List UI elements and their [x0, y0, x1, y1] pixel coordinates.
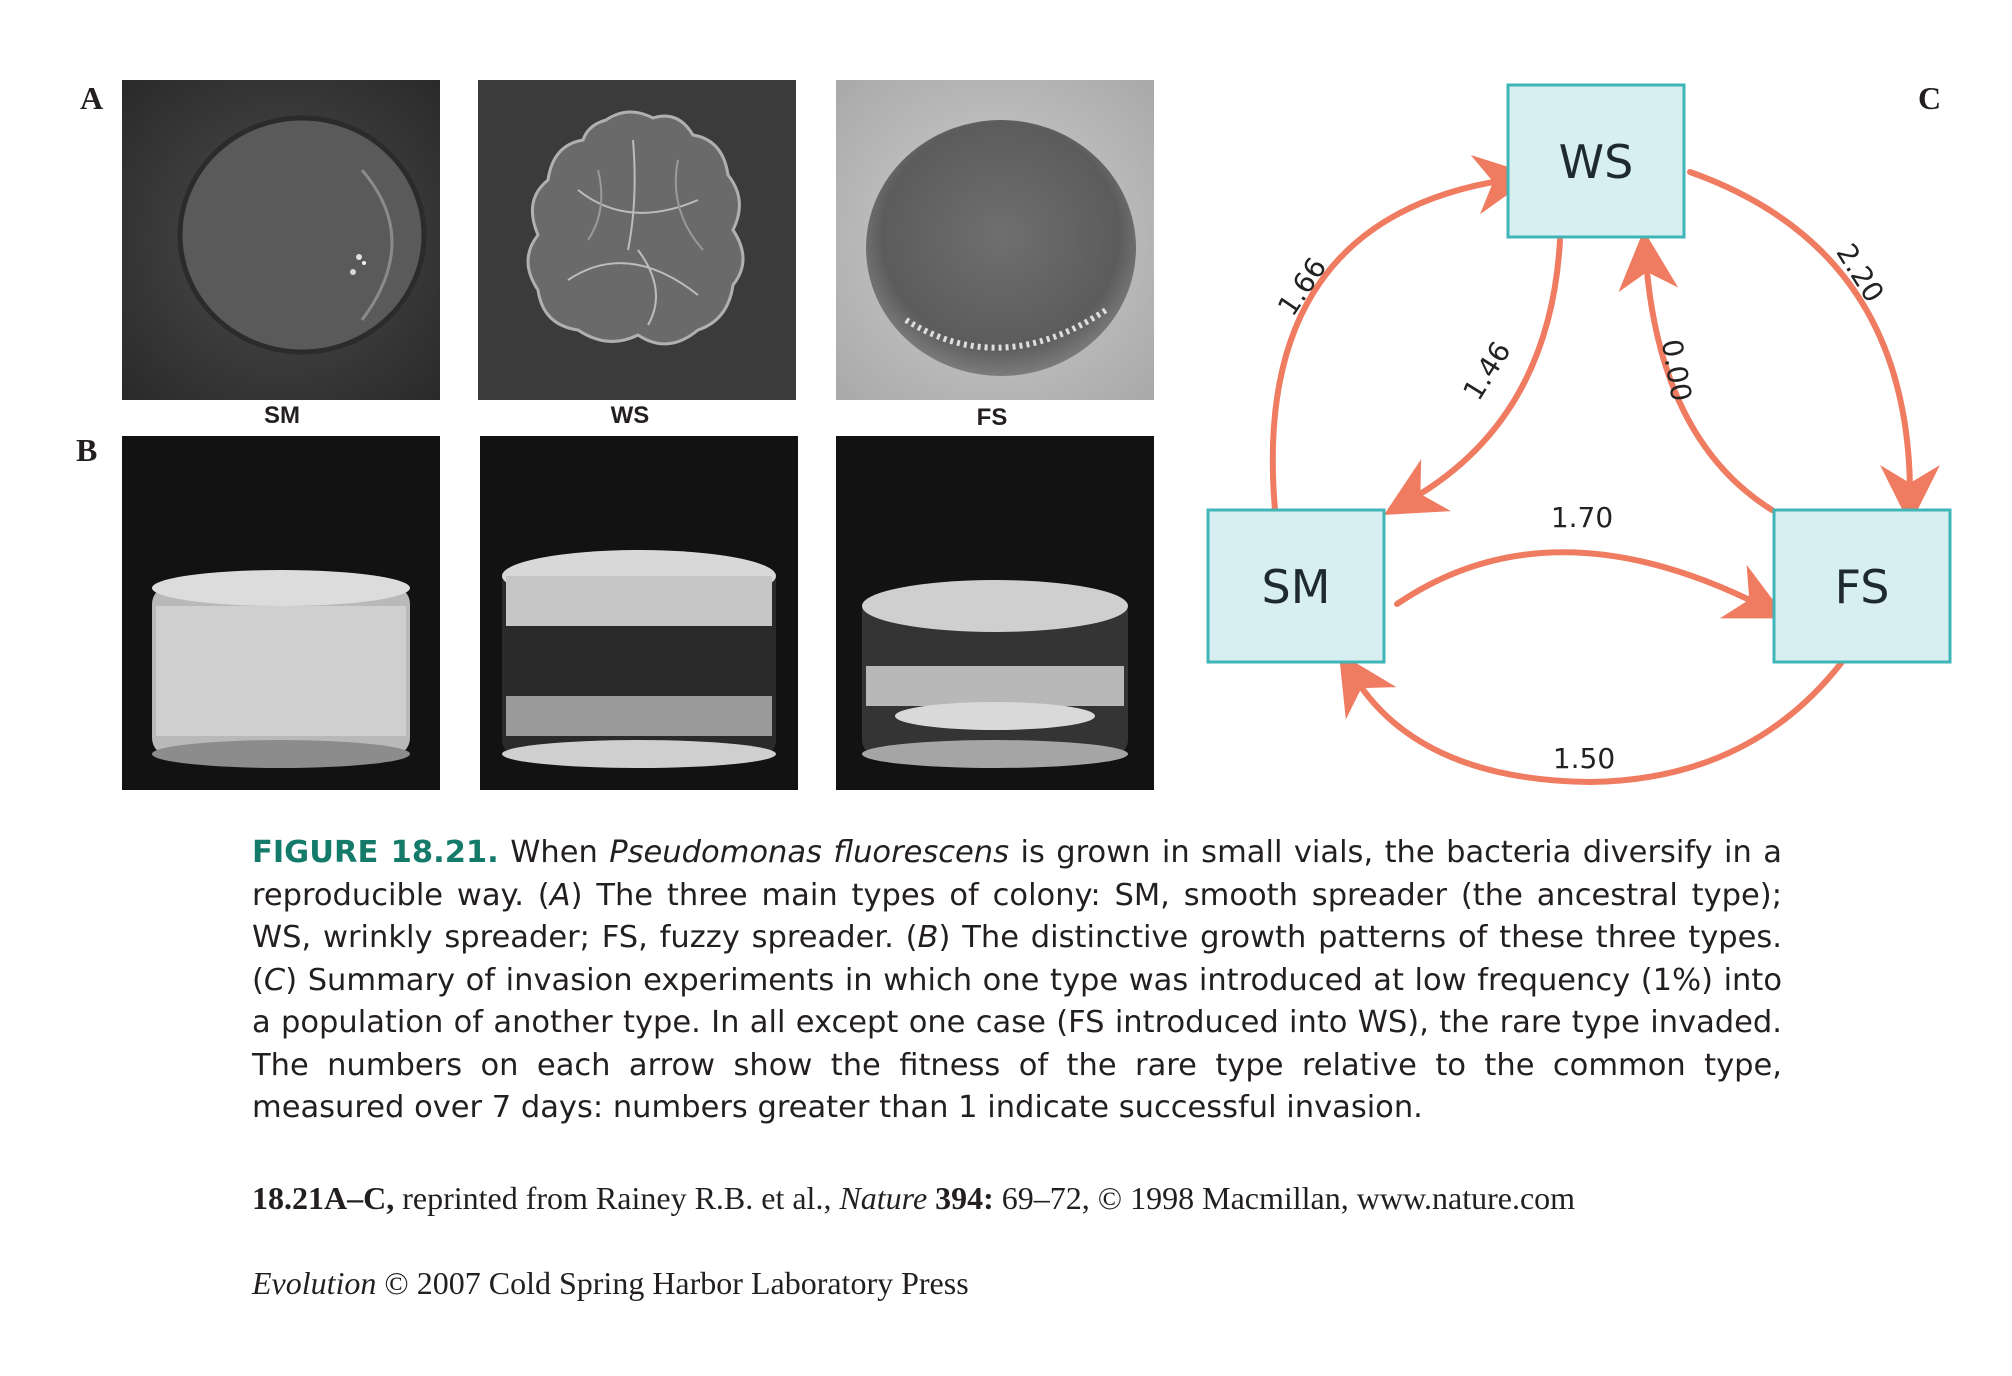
- colony-label-fs: FS: [976, 404, 1008, 431]
- edge-label-fs-to-ws: 0.00: [1654, 336, 1699, 404]
- colony-ws-image: [478, 80, 796, 400]
- edge-label-sm-to-fs: 1.70: [1550, 501, 1614, 534]
- vial-fs-image: [836, 436, 1154, 790]
- credit-text: 69–72, © 1998 Macmillan, www.nature.com: [993, 1180, 1576, 1216]
- colony-sm-image: [122, 80, 440, 400]
- figure-credit: [252, 1180, 1575, 1217]
- credit-volume: 394:: [927, 1180, 994, 1216]
- caption-text: ) The three main types of colony: SM, smooth spreader (the ancestral type); WS, wrinkly spreader; FS, fuzzy spreader. (: [252, 877, 1782, 955]
- invasion-diagram: [1190, 60, 1970, 820]
- colony-label-sm: SM: [264, 402, 300, 429]
- caption-ref-c: C: [263, 962, 286, 998]
- panel-letter-b: B: [76, 432, 98, 468]
- node-sm: [1208, 510, 1384, 662]
- node-ws: [1508, 85, 1684, 237]
- figure-caption: [252, 832, 1782, 1130]
- photo-vial-sm: [122, 436, 440, 790]
- caption-text: When: [498, 835, 610, 870]
- arrow-sm-to-fs: [1397, 552, 1760, 605]
- vial-ws-image: [480, 436, 798, 790]
- edge-label-sm-to-ws: 1.66: [1271, 251, 1334, 322]
- edge-label-fs-to-sm: 1.50: [1552, 742, 1616, 775]
- photo-vial-ws: [480, 436, 798, 790]
- photo-vial-fs: [836, 436, 1154, 790]
- node-fs: [1774, 510, 1950, 662]
- arrow-ws-to-fs: [1690, 172, 1910, 495]
- credit-text: reprinted from Rainey R.B. et al.,: [394, 1180, 840, 1216]
- edge-label-ws-to-sm: 1.46: [1456, 335, 1518, 407]
- node-sm-label: SM: [1261, 560, 1331, 614]
- credit-journal: Nature: [839, 1180, 928, 1216]
- panel-letter-c: C: [1918, 80, 1942, 116]
- book-copyright: [252, 1265, 969, 1302]
- colony-label-ws: WS: [610, 402, 650, 429]
- colony-fs-image: [836, 80, 1154, 400]
- photo-colony-ws: [478, 80, 796, 400]
- arrow-sm-to-ws: [1273, 180, 1505, 510]
- book-title: Evolution: [252, 1265, 377, 1301]
- edge-label-ws-to-fs: 2.20: [1829, 237, 1891, 309]
- caption-text: ) The distinctive growth patterns of these three types. (: [252, 920, 1783, 998]
- node-ws-label: WS: [1558, 135, 1634, 189]
- credit-ref: 18.21A–C,: [252, 1180, 395, 1216]
- caption-ref-a: A: [549, 877, 571, 913]
- caption-species: Pseudomonas fluorescens: [609, 835, 1010, 870]
- fitness-arrows: [1273, 172, 1910, 782]
- caption-ref-b: B: [917, 920, 939, 955]
- panel-letter-a: A: [80, 80, 104, 116]
- photo-colony-sm: [122, 80, 440, 400]
- node-fs-label: FS: [1834, 560, 1890, 614]
- vial-sm-image: [122, 436, 440, 790]
- photo-colony-fs: [836, 80, 1154, 400]
- copyright-text: © 2007 Cold Spring Harbor Laboratory Press: [376, 1265, 969, 1301]
- caption-text: ) Summary of invasion experiments in which one type was introduced at low frequency (1%) into a population of another type. In all except one case (FS introduced into WS), the rare type invaded. The numbers on each arrow show the fitness of the rare type relative to the common type, measured over 7 days: numbers greater than 1 indicate successful invasion.: [252, 962, 1782, 1125]
- figure-number: FIGURE 18.21.: [252, 835, 499, 870]
- caption-text: is grown in small vials, the bacteria diversify in a reproducible way. (: [252, 835, 1782, 913]
